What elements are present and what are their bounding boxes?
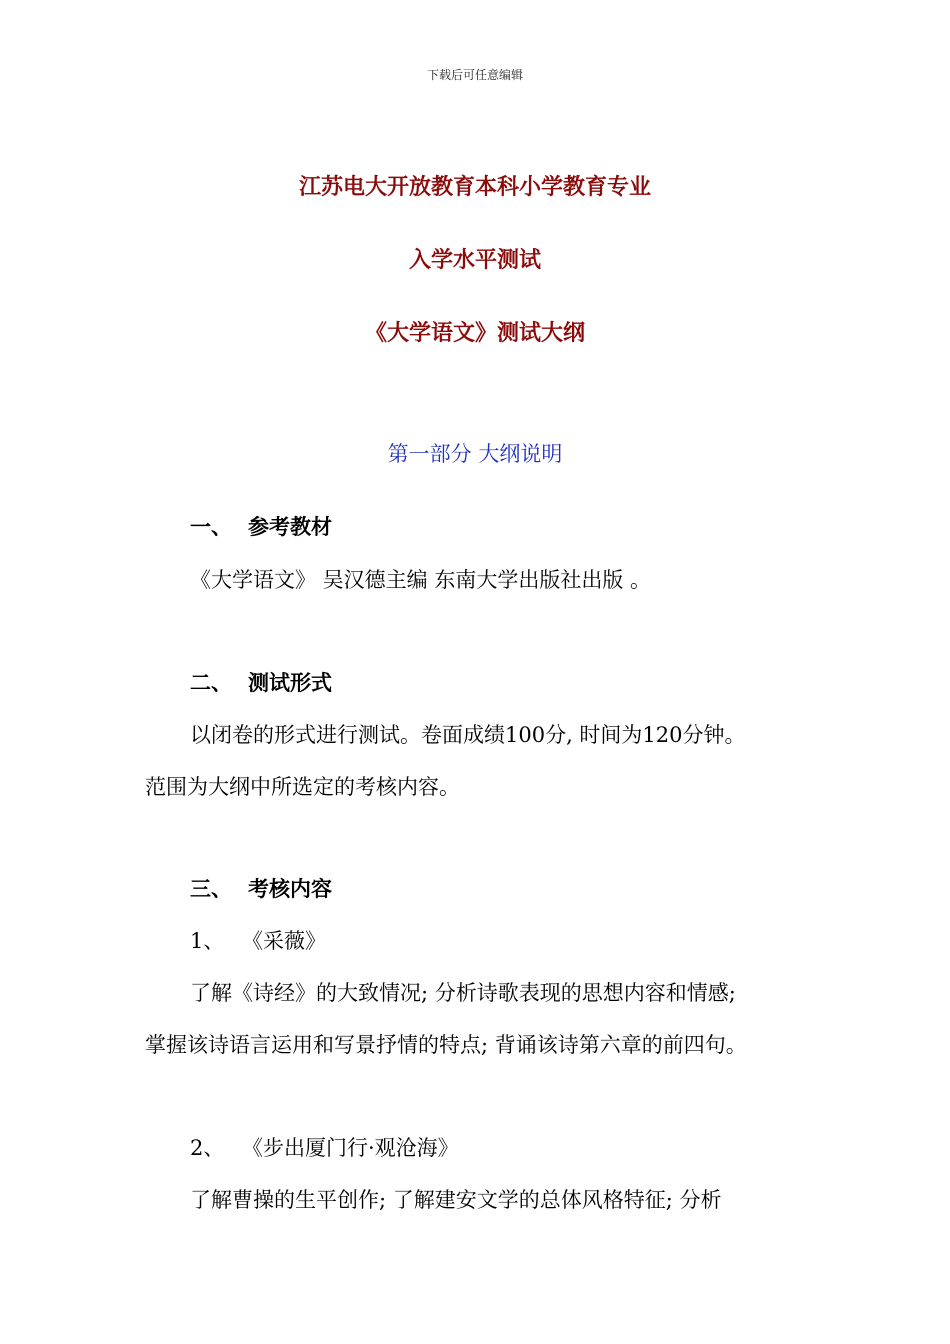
section-number: 二、 — [190, 671, 232, 695]
section-title: 测试形式 — [248, 671, 332, 695]
section-heading-2 — [190, 667, 332, 697]
header-note: 下载后可任意编辑 — [426, 68, 523, 82]
section-number: 三、 — [190, 877, 232, 901]
section-1-text: 《大学语文》 吴汉德主编 东南大学出版社出版 。 — [190, 568, 652, 592]
content-item-1-line-1: 了解《诗经》的大致情况; 分析诗歌表现的思想内容和情感; — [190, 981, 736, 1005]
item-number: 2、 — [190, 1136, 225, 1160]
content-item-1-line-2: 掌握该诗语言运用和写景抒情的特点; 背诵该诗第六章的前四句。 — [145, 1033, 747, 1057]
document-title-line2: 入学水平测试 — [408, 248, 541, 273]
section-2-line-1: 以闭卷的形式进行测试。卷面成绩100分, 时间为120分钟。 — [190, 723, 746, 747]
item-title: 《步出厦门行·观沧海》 — [242, 1136, 459, 1160]
item-number: 1、 — [190, 929, 225, 953]
section-number: 一、 — [190, 515, 232, 539]
document-title-line1: 江苏电大开放教育本科小学教育专业 — [298, 175, 651, 200]
document-title-line3: 《大学语文》测试大纲 — [364, 321, 585, 346]
section-heading-3 — [190, 873, 332, 903]
section-heading-1 — [190, 511, 332, 541]
item-title: 《采薇》 — [242, 929, 326, 953]
part-heading: 第一部分 大纲说明 — [387, 442, 563, 466]
content-item-2-heading — [190, 1132, 459, 1162]
content-item-2-line-1: 了解曹操的生平创作; 了解建安文学的总体风格特征; 分析 — [190, 1188, 722, 1212]
content-item-1-heading — [190, 925, 326, 955]
section-title: 参考教材 — [248, 515, 332, 539]
section-title: 考核内容 — [248, 877, 332, 901]
section-2-line-2: 范围为大纲中所选定的考核内容。 — [145, 775, 460, 799]
